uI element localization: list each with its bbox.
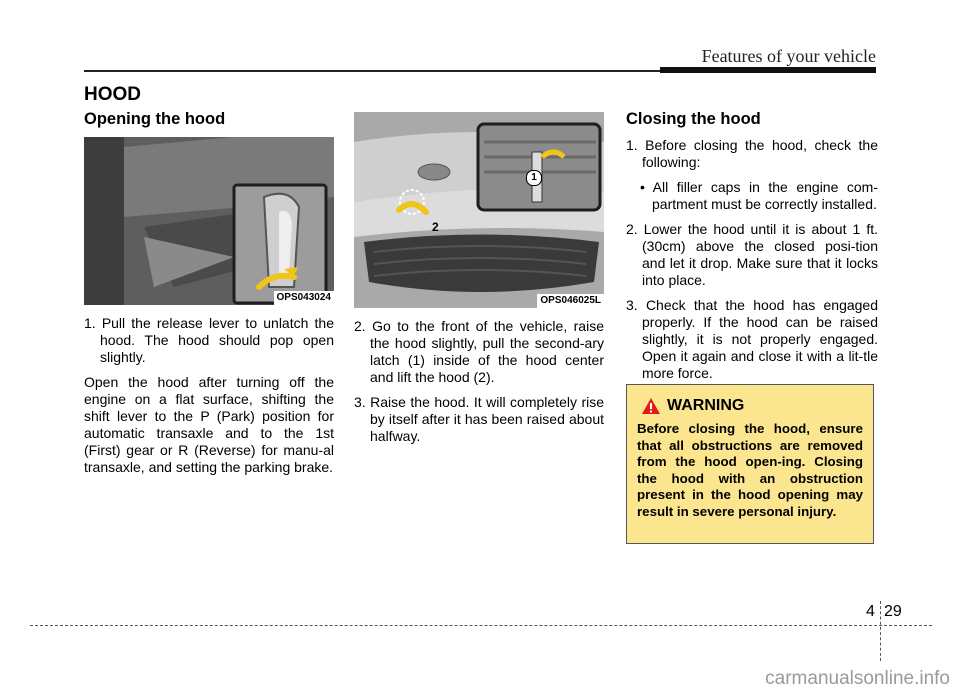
release-lever-illustration — [84, 137, 334, 305]
warning-triangle-icon — [641, 397, 661, 415]
header-rule-accent — [660, 67, 876, 73]
closing-heading: Closing the hood — [626, 110, 761, 128]
opening-step-2: 2. Go to the front of the vehicle, raise the hood slightly, pull the second-ary latch (1) inside of the hood center and lift the hood (2). — [354, 318, 604, 385]
closing-step-1: 1. Before closing the hood, check the following: — [626, 137, 878, 170]
callout-1: 1 — [526, 170, 542, 186]
figure-release-lever — [84, 137, 334, 305]
header-title: Features of your vehicle — [701, 46, 876, 66]
footer-rule — [30, 625, 932, 626]
opening-paragraph: Open the hood after turning off the engine on a flat surface, shifting the shift lever to the P (Park) position for automatic transaxle and to the 1st (First) gear or R (Reverse) for manu-al transaxle, and setting the parking brake. — [84, 374, 334, 475]
closing-step-2: 2. Lower the hood until it is about 1 ft.(30cm) above the closed posi-tion and let it drop. Make sure that it locks into place. — [626, 221, 878, 288]
car-front-illustration — [354, 112, 604, 308]
closing-bullet: • All filler caps in the engine com-partment must be correctly installed. — [640, 179, 878, 212]
callout-2: 2 — [432, 220, 439, 234]
opening-step-3: 3. Raise the hood. It will completely rise by itself after it has been raised about halfway. — [354, 394, 604, 444]
warning-title: WARNING — [667, 397, 745, 414]
figure-code: OPS046025L — [537, 294, 604, 308]
column-closing — [626, 108, 878, 390]
section-title: HOOD — [84, 84, 141, 105]
column-opening — [84, 108, 334, 484]
page-number: 29 — [884, 603, 902, 620]
closing-step-3: 3. Check that the hood has engaged properly. If the hood can be raised slightly, it is not properly engaged. Open it again and close it with a lit-tle more force. — [626, 297, 878, 381]
page-section-number: 4 — [866, 603, 875, 620]
figure-secondary-latch — [354, 112, 604, 308]
opening-step-1: 1. Pull the release lever to unlatch the hood. The hood should pop open slightly. — [84, 315, 334, 365]
warning-header — [641, 397, 863, 415]
watermark: carmanualsonline.info — [765, 668, 950, 689]
footer-divider — [880, 601, 881, 661]
figure-code: OPS043024 — [274, 291, 335, 305]
warning-body: Before closing the hood, ensure that all obstructions are removed from the hood open-ing. Closing the hood with an obstruction present in the hood opening may result in severe personal injury. — [637, 421, 863, 519]
opening-heading: Opening the hood — [84, 110, 226, 128]
warning-box — [626, 384, 874, 544]
column-latch — [354, 108, 604, 453]
